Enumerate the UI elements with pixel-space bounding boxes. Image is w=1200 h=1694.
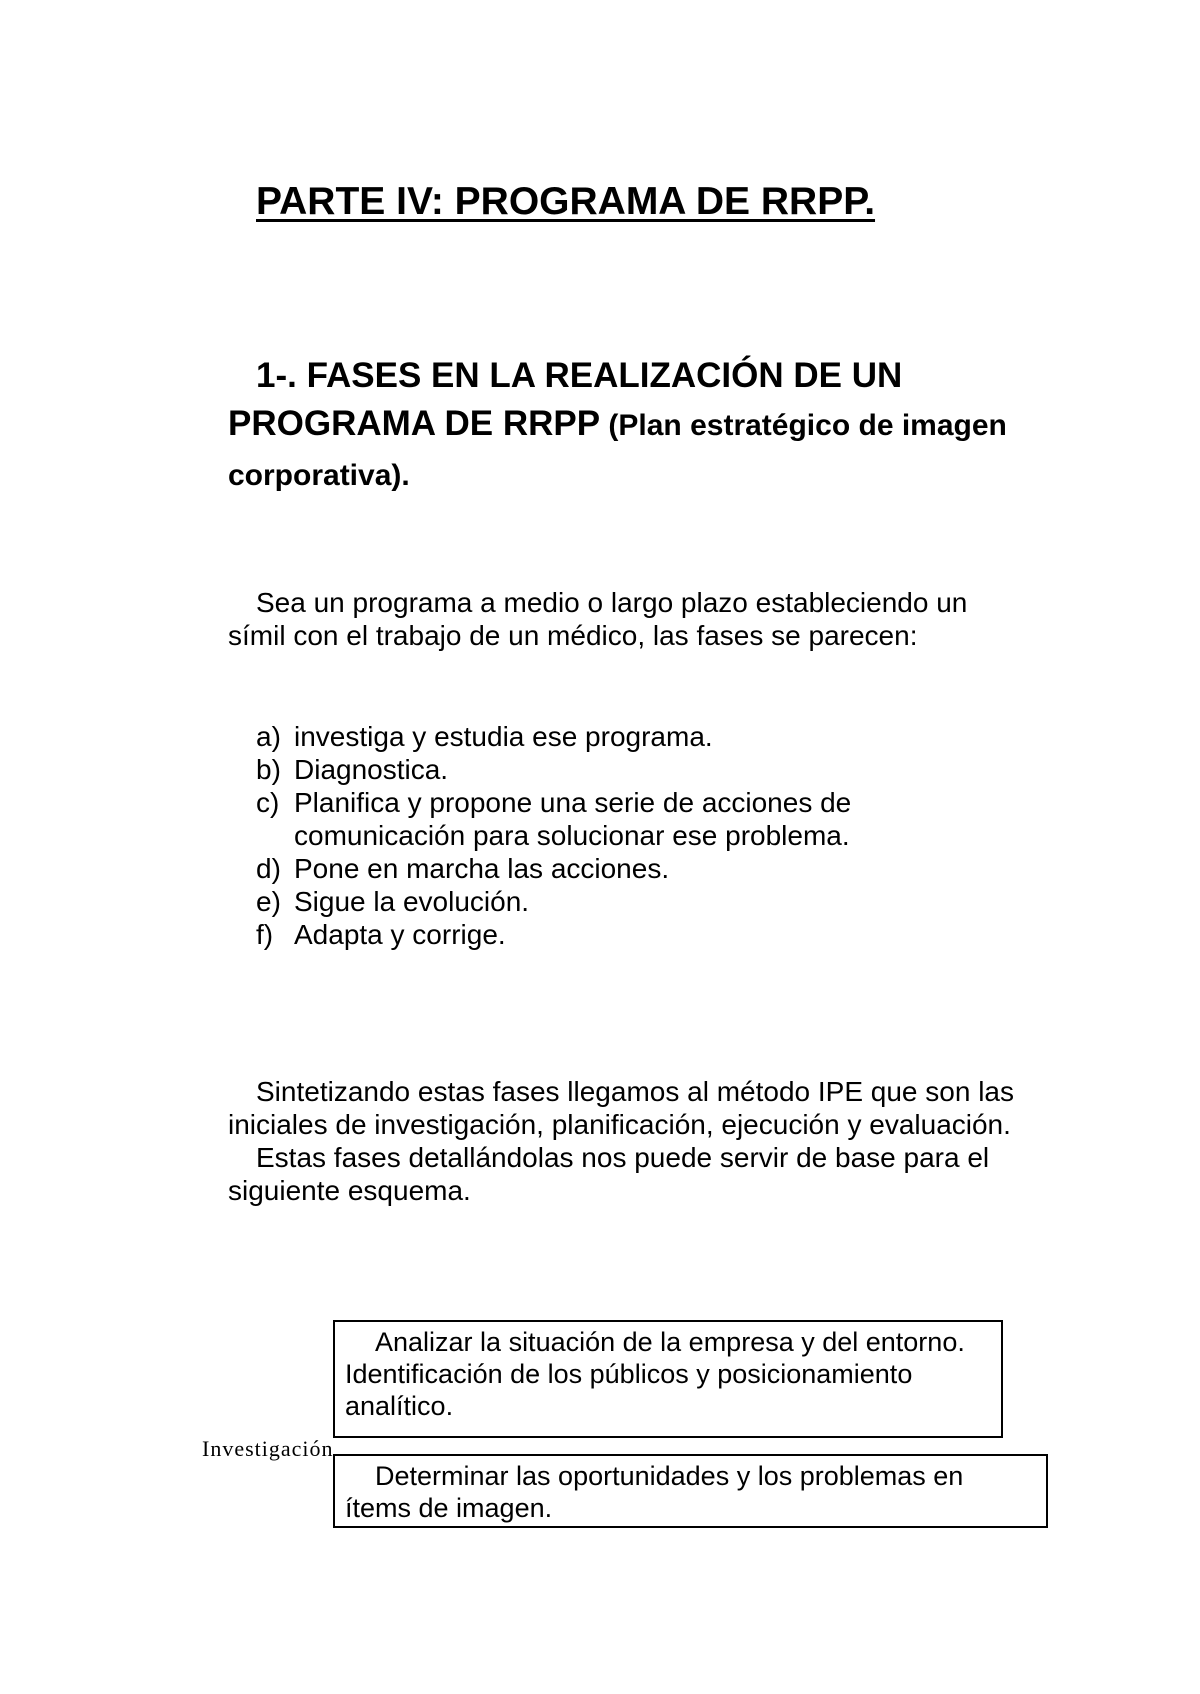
phases-list (256, 720, 956, 951)
list-marker: b) (256, 754, 281, 785)
intro-line: símil con el trabajo de un médico, las fases se parecen: (228, 620, 918, 651)
intro-line: Sea un programa a medio o largo plazo estableciendo un (256, 587, 968, 618)
box-line: Determinar las oportunidades y los problemas en (375, 1461, 964, 1491)
section-heading-line2: PROGRAMA DE RRPP (228, 404, 601, 443)
diagram-box-opportunities (333, 1454, 1048, 1528)
list-item-text: investiga y estudia ese programa. (294, 721, 713, 752)
list-item (256, 720, 956, 753)
list-item (256, 852, 956, 885)
list-item (256, 918, 956, 951)
list-marker: a) (256, 721, 281, 752)
list-item (256, 786, 956, 852)
box-line: Identificación de los públicos y posicionamiento (345, 1359, 913, 1389)
diagram-box-analysis (333, 1320, 1003, 1438)
section-heading-note-end: corporativa). (228, 459, 410, 492)
list-marker: d) (256, 853, 281, 884)
list-item-text: Adapta y corrige. (294, 919, 506, 950)
list-item-text: Sigue la evolución. (294, 886, 530, 917)
synthesis-line: Sintetizando estas fases llegamos al método IPE que son las (256, 1076, 1014, 1107)
diagram-label-investigacion: Investigación (202, 1436, 334, 1461)
list-marker: c) (256, 787, 280, 818)
box-line: ítems de imagen. (345, 1493, 553, 1523)
synthesis-line: iniciales de investigación, planificación, ejecución y evaluación. (228, 1109, 1011, 1140)
box-line: analítico. (345, 1391, 454, 1421)
list-marker: f) (256, 919, 274, 950)
synthesis-line: siguiente esquema. (228, 1175, 471, 1206)
list-item (256, 885, 956, 918)
synthesis-line: Estas fases detallándolas nos puede servir de base para el (256, 1142, 990, 1173)
box-line: Analizar la situación de la empresa y del entorno. (375, 1327, 965, 1357)
list-item-text: Planifica y propone una serie de acciones de comunicación para solucionar ese problema. (294, 787, 852, 851)
synthesis-paragraph (228, 1075, 1128, 1207)
list-marker: e) (256, 886, 281, 917)
list-item (256, 753, 956, 786)
section-heading (228, 352, 1088, 500)
list-item-text: Diagnostica. (294, 754, 449, 785)
page-title: PARTE IV: PROGRAMA DE RRPP. (256, 180, 876, 223)
list-item-text: Pone en marcha las acciones. (294, 853, 670, 884)
intro-paragraph (228, 586, 1128, 652)
section-heading-line1: 1-. FASES EN LA REALIZACIÓN DE UN (256, 356, 903, 395)
section-heading-note: (Plan estratégico de imagen (600, 409, 1007, 442)
